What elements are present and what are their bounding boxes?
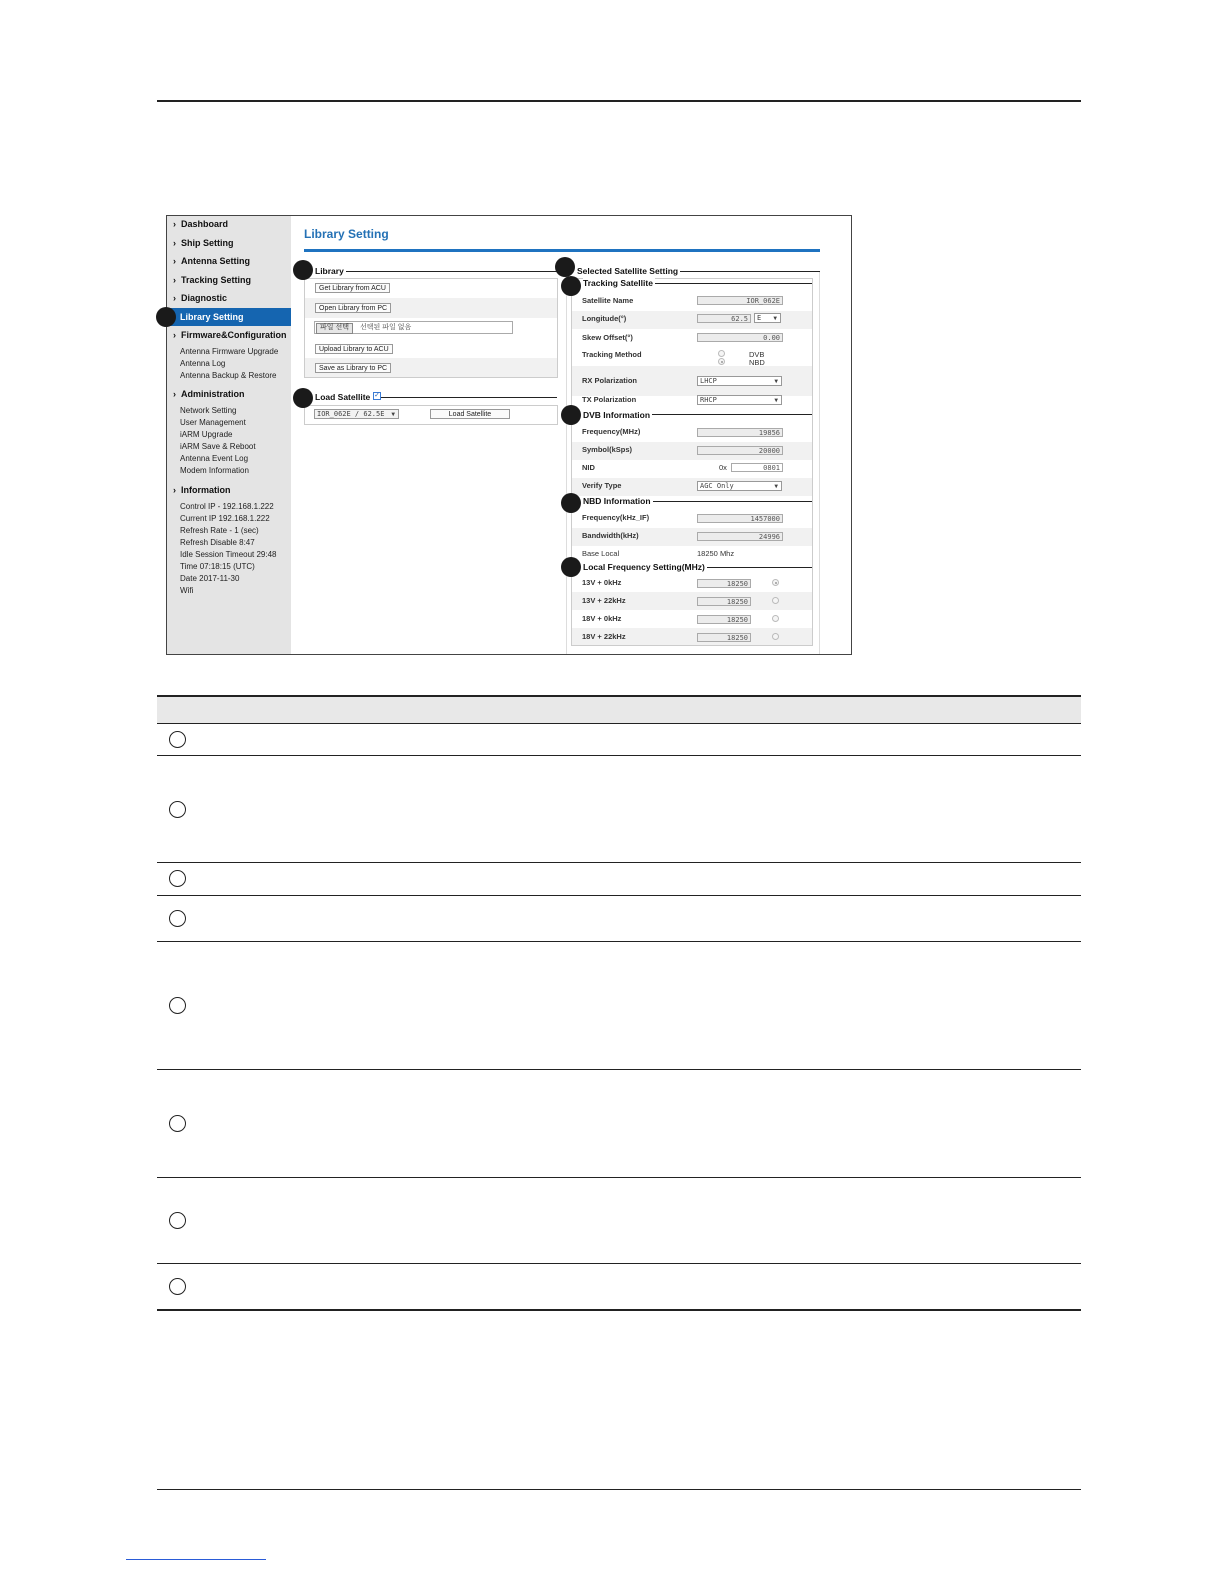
local-row-radio[interactable] xyxy=(772,633,779,640)
nid-field[interactable]: 0801 xyxy=(731,463,783,472)
load-satellite-button[interactable]: Load Satellite xyxy=(430,409,510,419)
table-number-circle xyxy=(169,801,186,818)
local-line xyxy=(706,567,812,568)
info-current-ip: Current IP 192.168.1.222 xyxy=(180,514,270,523)
load-satellite-title: Load Satellite xyxy=(315,392,371,402)
callout-marker xyxy=(293,388,313,408)
nav-iarm-upgrade[interactable]: iARM Upgrade xyxy=(180,430,233,439)
info-time: Time 07:18:15 (UTC) xyxy=(180,562,255,571)
load-satellite-checkbox[interactable]: ✓ xyxy=(374,392,380,399)
tracking-line xyxy=(653,283,812,284)
table-divider xyxy=(157,1263,1081,1264)
file-choose-button[interactable]: 파일 선택 xyxy=(316,323,353,334)
local-row-label: 18V + 22kHz xyxy=(582,632,626,641)
chevron-right-icon: › xyxy=(173,219,176,229)
method-dvb-label: DVB xyxy=(749,350,765,359)
local-row-field[interactable]: 18250 xyxy=(697,597,751,606)
table-number-circle xyxy=(169,997,186,1014)
table-number-circle xyxy=(169,910,186,927)
symbol-field[interactable]: 20000 xyxy=(697,446,783,455)
upload-library-button[interactable]: Upload Library to ACU xyxy=(315,344,393,354)
page-title: Library Setting xyxy=(304,227,389,241)
get-library-button[interactable]: Get Library from ACU xyxy=(315,283,390,293)
local-row-label: 13V + 0kHz xyxy=(582,578,622,587)
table-number-circle xyxy=(169,870,186,887)
symbol-label: Symbol(kSps) xyxy=(582,445,633,454)
verify-type-label: Verify Type xyxy=(582,481,622,490)
verify-type-select[interactable]: AGC Only ▼ xyxy=(697,481,782,491)
table-number-circle xyxy=(169,1278,186,1295)
local-row-label: 18V + 0kHz xyxy=(582,614,622,623)
nav-antenna-backup-restore[interactable]: Antenna Backup & Restore xyxy=(180,371,277,380)
dvb-frequency-field[interactable]: 19856 xyxy=(697,428,783,437)
chevron-right-icon: › xyxy=(173,485,176,495)
chevron-down-icon: ▼ xyxy=(773,315,777,322)
nav-iarm-save-reboot[interactable]: iARM Save & Reboot xyxy=(180,442,256,451)
nbd-frequency-label: Frequency(kHz_IF) xyxy=(582,513,650,522)
callout-marker xyxy=(561,557,581,577)
satellite-select[interactable]: IOR_062E / 62.5E ▼ xyxy=(314,409,399,419)
dvb-frequency-label: Frequency(MHz) xyxy=(582,427,641,436)
table-divider xyxy=(157,1177,1081,1178)
bandwidth-field[interactable]: 24996 xyxy=(697,532,783,541)
bandwidth-label: Bandwidth(kHz) xyxy=(582,531,639,540)
nav-library-setting[interactable]: Library Setting xyxy=(167,308,291,326)
nav-administration[interactable]: › Administration xyxy=(173,389,245,399)
selected-satellite-title: Selected Satellite Setting xyxy=(577,266,679,276)
table-divider xyxy=(157,862,1081,863)
nav-network-setting[interactable]: Network Setting xyxy=(180,406,237,415)
table-number-circle xyxy=(169,731,186,748)
tracking-method-label: Tracking Method xyxy=(582,350,642,359)
save-library-button[interactable]: Save as Library to PC xyxy=(315,363,391,373)
open-library-button[interactable]: Open Library from PC xyxy=(315,303,391,313)
rx-polarization-select[interactable]: LHCP ▼ xyxy=(697,376,782,386)
satellite-name-field[interactable]: IOR_062E xyxy=(697,296,783,305)
library-group-line xyxy=(343,271,557,272)
info-date: Date 2017-11-30 xyxy=(180,574,240,583)
tx-polarization-label: TX Polarization xyxy=(582,395,637,404)
nav-user-management[interactable]: User Management xyxy=(180,418,246,427)
nav-firmware-configuration[interactable]: › Firmware&Configuration xyxy=(173,330,287,340)
info-refresh-disable: Refresh Disable 8:47 xyxy=(180,538,255,547)
nav-ship-setting[interactable]: › Ship Setting xyxy=(173,238,234,248)
table-bottom-rule xyxy=(157,1309,1081,1311)
nbd-information-title: NBD Information xyxy=(583,496,651,506)
nbd-line xyxy=(653,501,812,502)
table-number-circle xyxy=(169,1115,186,1132)
title-underline xyxy=(304,249,820,252)
local-row-field[interactable]: 18250 xyxy=(697,633,751,642)
info-idle-timeout: Idle Session Timeout 29:48 xyxy=(180,550,277,559)
satellite-name-label: Satellite Name xyxy=(582,296,634,305)
local-row-radio[interactable] xyxy=(772,597,779,604)
file-input[interactable] xyxy=(314,321,513,334)
table-divider xyxy=(157,1069,1081,1070)
nav-information[interactable]: › Information xyxy=(173,485,231,495)
local-row-field[interactable]: 18250 xyxy=(697,579,751,588)
table-divider xyxy=(157,895,1081,896)
skew-offset-field[interactable]: 0.00 xyxy=(697,333,783,342)
table-header xyxy=(157,697,1081,723)
chevron-right-icon: › xyxy=(173,238,176,248)
chevron-down-icon: ▼ xyxy=(391,411,395,418)
nav-diagnostic[interactable]: › Diagnostic xyxy=(173,293,228,303)
callout-marker xyxy=(156,307,176,327)
library-setting-screenshot xyxy=(166,215,852,655)
table-divider xyxy=(157,755,1081,756)
info-refresh-rate: Refresh Rate - 1 (sec) xyxy=(180,526,259,535)
longitude-field[interactable]: 62.5 xyxy=(697,314,751,323)
local-row-radio[interactable] xyxy=(772,615,779,622)
base-local-label: Base Local xyxy=(582,549,620,558)
local-row-radio[interactable] xyxy=(772,579,779,586)
dvb-information-title: DVB Information xyxy=(583,410,651,420)
chevron-right-icon: › xyxy=(173,330,176,340)
nav-antenna-event-log[interactable]: Antenna Event Log xyxy=(180,454,249,463)
base-local-value: 18250 Mhz xyxy=(697,549,735,558)
top-rule xyxy=(157,100,1081,102)
footer-rule xyxy=(157,1489,1081,1490)
skew-offset-label: Skew Offset(°) xyxy=(582,333,633,342)
chevron-right-icon: › xyxy=(173,389,176,399)
rx-polarization-label: RX Polarization xyxy=(582,376,638,385)
nav-antenna-log[interactable]: Antenna Log xyxy=(180,359,226,368)
nid-label: NID xyxy=(582,463,595,472)
chevron-right-icon: › xyxy=(173,275,176,285)
nav-antenna-setting[interactable]: › Antenna Setting xyxy=(173,256,250,266)
callout-marker xyxy=(561,276,581,296)
nav-dashboard[interactable]: › Dashboard xyxy=(173,219,229,229)
dvb-line xyxy=(651,414,812,415)
library-group-title: Library xyxy=(315,266,344,276)
local-frequency-title: Local Frequency Setting(MHz) xyxy=(583,562,705,572)
tracking-satellite-title: Tracking Satellite xyxy=(583,278,653,288)
callout-marker xyxy=(555,257,575,277)
file-status: 선택된 파일 없음 xyxy=(360,324,412,331)
load-satellite-group-line xyxy=(381,397,557,398)
method-dvb-radio[interactable] xyxy=(718,350,725,357)
method-nbd-radio[interactable] xyxy=(718,358,725,365)
callout-marker xyxy=(561,405,581,425)
local-row-label: 13V + 22kHz xyxy=(582,596,626,605)
chevron-down-icon: ▼ xyxy=(774,378,778,385)
chevron-right-icon: › xyxy=(173,293,176,303)
chevron-down-icon: ▼ xyxy=(774,483,778,490)
nbd-frequency-field[interactable]: 1457000 xyxy=(697,514,783,523)
nav-antenna-firmware-upgrade[interactable]: Antenna Firmware Upgrade xyxy=(180,347,279,356)
longitude-direction-select[interactable]: E ▼ xyxy=(754,313,781,323)
table-divider xyxy=(157,723,1081,724)
chevron-down-icon: ▼ xyxy=(774,397,778,404)
info-wifi: Wifi xyxy=(180,586,194,595)
info-control-ip: Control IP - 192.168.1.222 xyxy=(180,502,274,511)
table-divider xyxy=(157,941,1081,942)
callout-marker xyxy=(293,260,313,280)
nav-modem-information[interactable]: Modem Information xyxy=(180,466,249,475)
table-number-circle xyxy=(169,1212,186,1229)
nav-tracking-setting[interactable]: › Tracking Setting xyxy=(173,275,252,285)
local-row-field[interactable]: 18250 xyxy=(697,615,751,624)
callout-marker xyxy=(561,493,581,513)
sidebar xyxy=(167,216,291,654)
longitude-label: Longitude(°) xyxy=(582,314,627,323)
tx-polarization-select[interactable]: RHCP ▼ xyxy=(697,395,782,405)
chevron-right-icon: › xyxy=(173,256,176,266)
footer-link-underline xyxy=(126,1559,266,1560)
nid-prefix: 0x xyxy=(719,463,727,472)
method-nbd-label: NBD xyxy=(749,358,765,367)
